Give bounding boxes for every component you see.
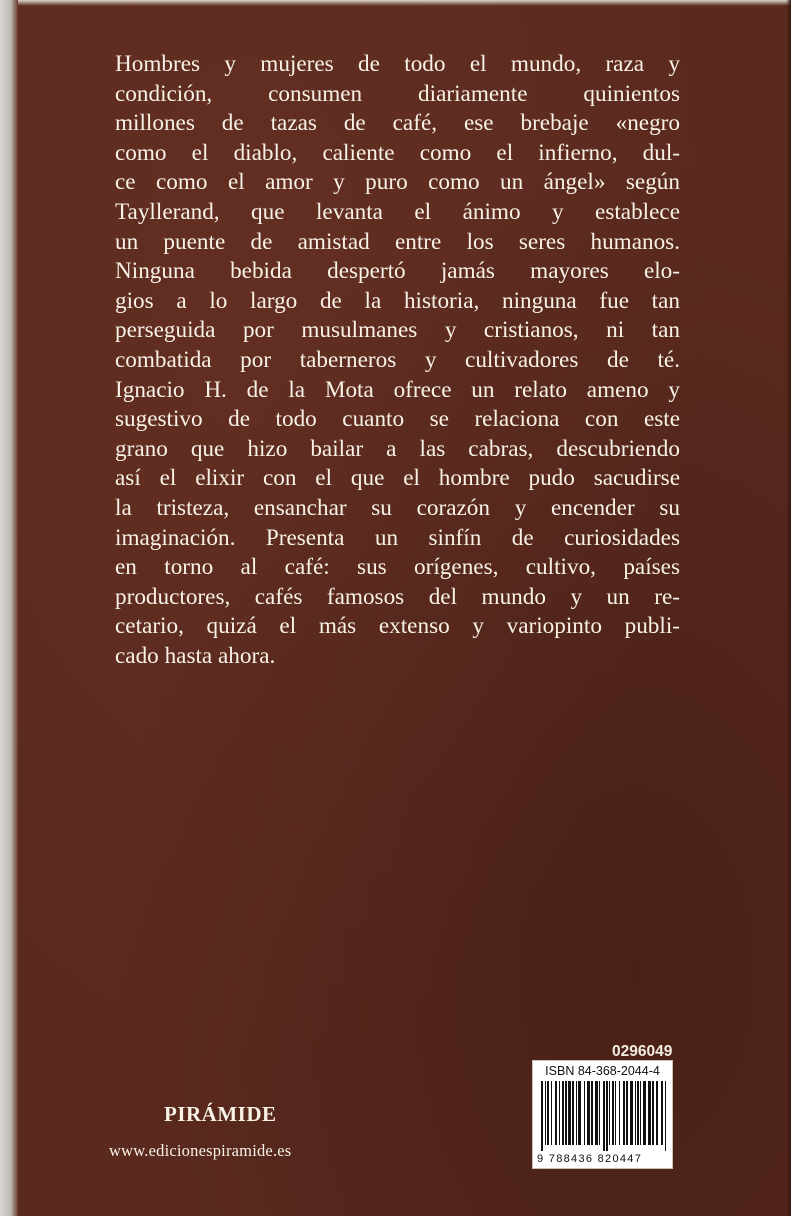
barcode-bar — [606, 1081, 608, 1151]
book-spine-edge — [0, 0, 18, 1216]
barcode-bar — [595, 1081, 598, 1145]
barcode-bar — [547, 1081, 549, 1145]
barcode-bar — [609, 1081, 610, 1145]
barcode-bar — [541, 1081, 543, 1151]
barcode-bar — [612, 1081, 614, 1145]
barcode-bar — [584, 1081, 585, 1145]
barcode-bar — [643, 1081, 646, 1145]
barcode-bar — [615, 1081, 616, 1145]
isbn-barcode-label — [532, 1060, 673, 1169]
barcode-bar — [603, 1081, 605, 1151]
ean-number: 9 788436 820447 — [537, 1153, 643, 1165]
barcode-bar — [545, 1081, 546, 1145]
barcode-bar — [591, 1081, 593, 1145]
barcode-bar — [623, 1081, 625, 1145]
blurb-line: condición, consumen diariamente quinientos — [115, 80, 680, 107]
blurb-line: Tayllerand, que levanta el ánimo y establece — [115, 198, 680, 225]
barcode-bar — [648, 1081, 651, 1145]
blurb-line: cetario, quizá el más extenso y variopinto publi- — [115, 613, 680, 640]
barcode-bar — [656, 1081, 658, 1145]
blurb-line: imaginación. Presenta un sinfín de curiosidades — [115, 524, 680, 551]
barcode-bar — [555, 1081, 557, 1145]
barcode-bar — [565, 1081, 567, 1145]
barcode-bar — [587, 1081, 590, 1145]
barcode-bar — [626, 1081, 628, 1145]
blurb-line: así el elixir con el que el hombre pudo sacudirse — [115, 465, 680, 492]
barcode-bar — [559, 1081, 560, 1145]
publisher-website: www.edicionespiramide.es — [109, 1141, 292, 1160]
barcode-bar — [630, 1081, 633, 1145]
blurb-line: combatida por taberneros y cultivadores de té. — [115, 346, 680, 373]
blurb-line: sugestivo de todo cuanto se relaciona con este — [115, 406, 680, 433]
blurb-line: gios a lo largo de la historia, ninguna fue tan — [115, 287, 680, 314]
blurb-line: Ninguna bebida despertó jamás mayores elo- — [115, 258, 680, 285]
blurb-line: perseguida por musulmanes y cristianos, ni tan — [115, 317, 680, 344]
blurb-line: Hombres y mujeres de todo el mundo, raza y — [115, 51, 680, 77]
barcode-bar — [665, 1081, 666, 1151]
blurb-line: productores, cafés famosos del mundo y un re- — [115, 583, 680, 610]
blurb-line: Ignacio H. de la Mota ofrece un relato ameno y — [115, 376, 680, 403]
book-blurb — [115, 50, 680, 671]
barcode-bar — [562, 1081, 564, 1145]
barcode-bar — [637, 1081, 639, 1145]
blurb-line: la tristeza, ensanchar su corazón y encender su — [115, 494, 680, 521]
barcode-bar — [551, 1081, 552, 1145]
blurb-line: cado hasta ahora. — [115, 642, 276, 669]
barcode-bar — [661, 1081, 663, 1145]
publisher-name: PIRÁMIDE — [164, 1102, 277, 1126]
barcode-bar — [635, 1081, 636, 1145]
cover-right-edge — [786, 0, 791, 1216]
barcode-bar — [576, 1081, 577, 1145]
barcode-bar — [599, 1081, 600, 1145]
cover-top-edge — [18, 0, 791, 6]
barcode-bar — [652, 1081, 654, 1145]
barcode-bar — [640, 1081, 641, 1145]
product-code: 0296049 — [612, 1043, 673, 1060]
blurb-line: grano que hizo bailar a las cabras, descubriendo — [115, 435, 680, 462]
isbn-number: ISBN 84-368-2044-4 — [545, 1064, 660, 1078]
barcode-graphic — [541, 1081, 667, 1151]
blurb-line: como el diablo, caliente como el infierno, dul- — [115, 139, 680, 166]
blurb-line: un puente de amistad entre los seres humanos. — [115, 228, 680, 255]
blurb-line: ce como el amor y puro como un ángel» según — [115, 169, 680, 196]
barcode-bar — [568, 1081, 571, 1145]
blurb-line: millones de tazas de café, ese brebaje «negro — [115, 110, 680, 137]
barcode-bar — [619, 1081, 620, 1145]
barcode-bar — [572, 1081, 574, 1145]
barcode-bar — [578, 1081, 581, 1145]
blurb-line: en torno al café: sus orígenes, cultivo, países — [115, 554, 680, 581]
